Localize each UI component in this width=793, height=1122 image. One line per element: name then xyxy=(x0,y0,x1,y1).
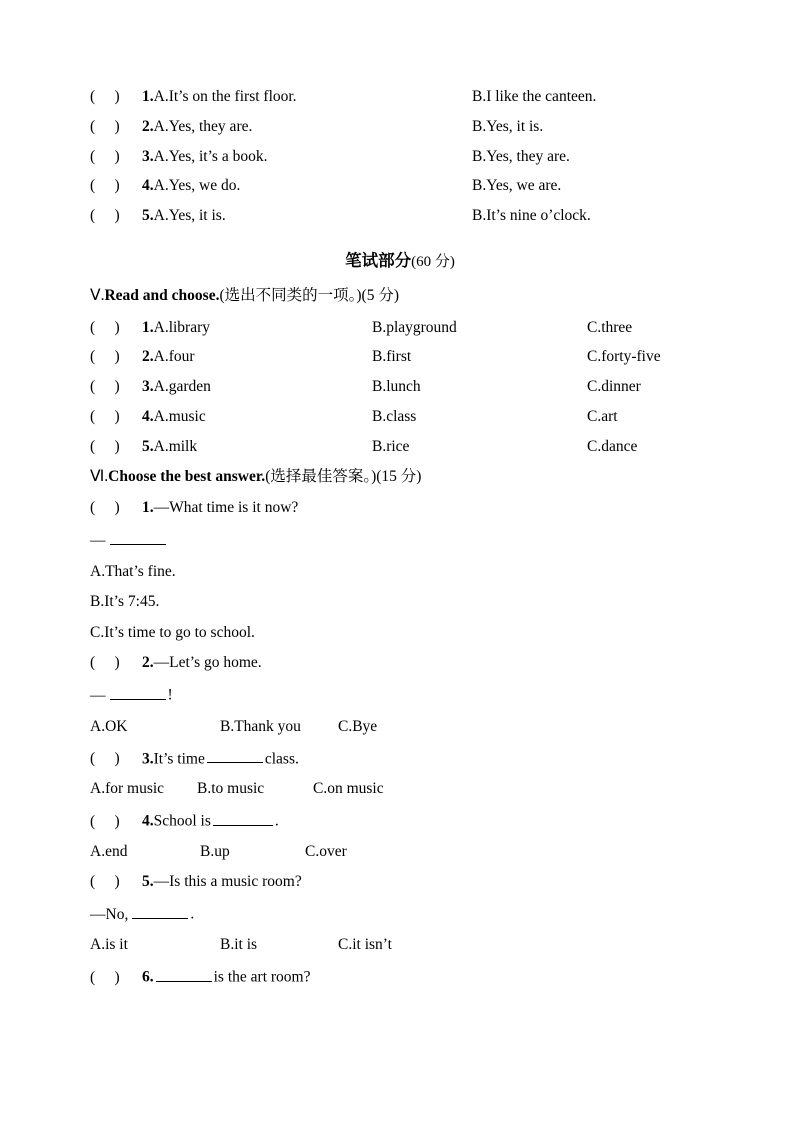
option-b-text: B.Yes, it is. xyxy=(472,117,544,135)
item-number: 1. xyxy=(142,499,154,517)
item-number: 4. xyxy=(142,408,154,426)
question-5-option-b: B.it is xyxy=(220,936,258,954)
list-item xyxy=(90,207,710,225)
list-item xyxy=(90,88,710,106)
reply-suffix: ! xyxy=(167,687,173,705)
answer-bracket[interactable]: ( ) xyxy=(90,969,120,987)
answer-blank[interactable] xyxy=(213,810,273,826)
list-item xyxy=(90,408,710,426)
question-5-stem: —Is this a music room? xyxy=(153,873,302,891)
option-a xyxy=(142,88,472,106)
option-a-text: A.Yes, it’s a book. xyxy=(153,147,268,165)
item-number: 1. xyxy=(142,88,154,105)
written-part-score: (60 分) xyxy=(411,254,455,271)
option-c-text: C.dance xyxy=(587,437,638,455)
question-3 xyxy=(90,748,710,769)
question-4-option-c: C.over xyxy=(305,843,347,861)
item-number: 5. xyxy=(142,873,154,891)
question-2 xyxy=(90,654,710,672)
question-4-stem-after: . xyxy=(274,813,279,831)
option-a-text: A.Yes, it is. xyxy=(153,207,226,225)
question-2-reply xyxy=(90,684,710,705)
question-6-stem-after: is the art room? xyxy=(213,969,311,987)
list-item xyxy=(90,438,710,456)
section-5-heading xyxy=(90,287,710,306)
question-5-reply xyxy=(90,903,710,924)
section-5-note: (选出不同类的一项。)(5 分) xyxy=(219,287,399,305)
item-number: 6. xyxy=(142,969,154,987)
list-item xyxy=(90,118,710,136)
question-2-option-b: B.Thank you xyxy=(220,717,301,735)
item-number: 2. xyxy=(142,117,154,135)
answer-bracket[interactable]: ( ) xyxy=(90,408,120,426)
option-a-text: A.Yes, we do. xyxy=(153,177,241,195)
question-2-option-c: C.Bye xyxy=(338,717,378,735)
written-part-heading xyxy=(90,247,710,271)
question-3-stem-before: It’s time xyxy=(153,750,205,768)
option-a-text: A.garden xyxy=(153,378,211,396)
item-number: 3. xyxy=(142,378,154,396)
question-2-stem: —Let’s go home. xyxy=(153,654,262,672)
option-b-text: B.I like the canteen. xyxy=(472,88,597,105)
answer-bracket[interactable]: ( ) xyxy=(90,88,120,105)
section-6-heading xyxy=(90,468,710,487)
list-item xyxy=(90,378,710,396)
reply-dash: —No, xyxy=(90,905,129,923)
section-5-roman: Ⅴ. xyxy=(90,287,105,305)
item-number: 3. xyxy=(142,750,154,768)
answer-blank[interactable] xyxy=(132,903,188,919)
item-number: 3. xyxy=(142,147,154,165)
question-1-reply xyxy=(90,529,710,550)
option-a xyxy=(142,148,472,166)
option-a-text: A.library xyxy=(153,318,211,336)
answer-bracket[interactable]: ( ) xyxy=(90,318,120,336)
answer-bracket[interactable]: ( ) xyxy=(90,813,120,831)
question-3-option-c: C.on music xyxy=(313,780,384,798)
option-a xyxy=(142,348,372,366)
reply-dash: — xyxy=(90,687,106,705)
question-4-option-a: A.end xyxy=(90,843,128,861)
answer-blank[interactable] xyxy=(110,684,166,700)
question-1-option-b: B.It’s 7:45. xyxy=(90,593,160,611)
question-5 xyxy=(90,873,710,891)
option-b-text: B.lunch xyxy=(372,378,421,396)
question-1-option-a: A.That’s fine. xyxy=(90,562,176,580)
list-item xyxy=(90,148,710,166)
item-number: 4. xyxy=(142,813,154,831)
option-a xyxy=(142,319,372,337)
question-1-option-c: C.It’s time to go to school. xyxy=(90,623,255,641)
reply-suffix: . xyxy=(190,905,195,923)
option-b-text: B.It’s nine o’clock. xyxy=(472,207,591,225)
question-3-options xyxy=(90,780,710,798)
option-a-text: A.Yes, they are. xyxy=(153,117,253,135)
option-a-text: A.milk xyxy=(153,437,198,455)
answer-bracket[interactable]: ( ) xyxy=(90,873,120,891)
question-5-option-a: A.is it xyxy=(90,936,128,954)
question-4-options xyxy=(90,843,710,861)
question-3-stem-after: class. xyxy=(264,750,299,768)
item-number: 4. xyxy=(142,177,154,195)
section-5-title: Read and choose. xyxy=(104,287,220,305)
answer-bracket[interactable]: ( ) xyxy=(90,378,120,396)
list-item xyxy=(90,348,710,366)
option-c-text: C.dinner xyxy=(587,378,641,396)
option-b-text: B.first xyxy=(372,348,412,366)
answer-blank[interactable] xyxy=(207,748,263,764)
answer-bracket[interactable]: ( ) xyxy=(90,207,120,225)
item-number: 5. xyxy=(142,207,154,225)
question-4-option-b: B.up xyxy=(200,843,230,861)
item-number: 2. xyxy=(142,348,154,366)
list-item xyxy=(90,177,710,195)
answer-blank[interactable] xyxy=(110,529,166,545)
option-a xyxy=(142,118,472,136)
answer-bracket[interactable]: ( ) xyxy=(90,348,120,366)
answer-bracket[interactable]: ( ) xyxy=(90,177,120,195)
list-item xyxy=(90,319,710,337)
question-3-option-a: A.for music xyxy=(90,780,165,798)
option-c-text: C.three xyxy=(587,318,633,336)
answer-bracket[interactable]: ( ) xyxy=(90,437,120,455)
question-1 xyxy=(90,499,710,517)
page-content xyxy=(90,88,710,999)
section-6-title: Choose the best answer. xyxy=(108,467,266,485)
question-1-stem: —What time is it now? xyxy=(153,499,299,517)
option-a-text: A.music xyxy=(153,408,206,426)
answer-bracket[interactable]: ( ) xyxy=(90,147,120,165)
section-6-roman: Ⅵ. xyxy=(90,467,109,485)
item-number: 5. xyxy=(142,437,154,455)
option-c-text: C.art xyxy=(587,408,618,426)
option-a xyxy=(142,177,472,195)
option-b-text: B.class xyxy=(372,408,417,426)
question-5-options xyxy=(90,936,710,954)
answer-bracket[interactable]: ( ) xyxy=(90,117,120,135)
option-a-text: A.It’s on the first floor. xyxy=(153,88,297,105)
question-5-option-c: C.it isn’t xyxy=(338,936,392,954)
question-2-options xyxy=(90,718,710,736)
item-number: 2. xyxy=(142,654,154,672)
section-6-note: (选择最佳答案。)(15 分) xyxy=(265,467,422,485)
option-b-text: B.rice xyxy=(372,437,410,455)
option-a xyxy=(142,207,472,225)
question-4-stem-before: School is xyxy=(153,813,211,831)
answer-blank[interactable] xyxy=(156,966,212,982)
reply-dash: — xyxy=(90,532,106,550)
question-4 xyxy=(90,810,710,831)
question-2-option-a: A.OK xyxy=(90,717,128,735)
option-b-text: B.Yes, we are. xyxy=(472,177,562,195)
option-a-text: A.four xyxy=(153,348,195,366)
option-a xyxy=(142,408,372,426)
option-c-text: C.forty-five xyxy=(587,348,661,366)
question-3-option-b: B.to music xyxy=(197,780,265,798)
answer-bracket[interactable]: ( ) xyxy=(90,654,120,672)
item-number: 1. xyxy=(142,318,154,336)
question-6 xyxy=(90,966,710,987)
written-part-title: 笔试部分 xyxy=(345,251,412,271)
answer-bracket[interactable]: ( ) xyxy=(90,499,120,517)
option-b-text: B.playground xyxy=(372,318,457,336)
option-a xyxy=(142,378,372,396)
answer-bracket[interactable]: ( ) xyxy=(90,750,120,768)
option-b-text: B.Yes, they are. xyxy=(472,147,570,165)
option-a xyxy=(142,438,372,456)
